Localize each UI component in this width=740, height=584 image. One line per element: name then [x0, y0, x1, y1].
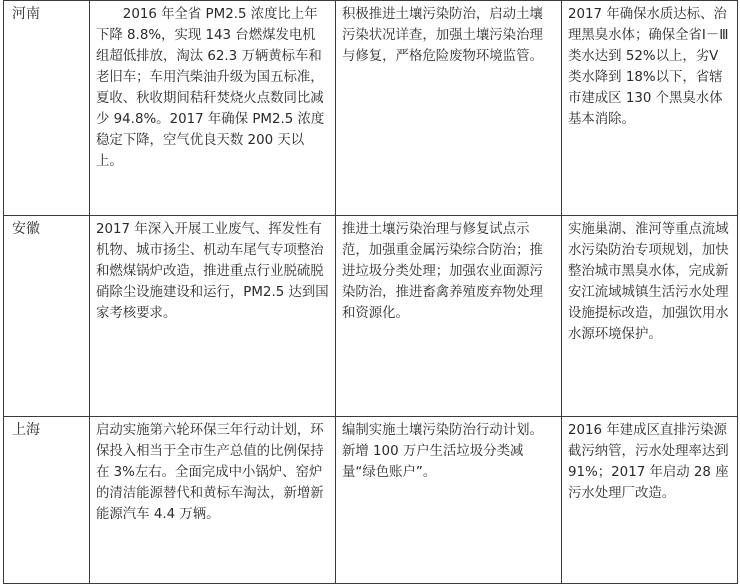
environment-policy-table: [3, 0, 738, 584]
table-row: [4, 417, 738, 584]
air-measures-cell: [90, 417, 336, 584]
table-row: [4, 1, 738, 216]
soil-measures-text: 编制实施土壤污染防治行动计划。新增 100 万户生活垃圾分类减量“绿色账户”。: [342, 423, 543, 480]
air-measures-text: 2016 年全省 PM2.5 浓度比上年下降 8.8%，实现 143 台燃煤发电机组超低排放，淘汰 62.3 万辆黄标车和老旧车；车用汽柴油升级为国五标准，夏收、秋收期间秸秆焚烧火点数同比减少 94.8%。2017 年确保 PM2.5 浓度稳定下降，空气优良天数 200 天以上。: [96, 7, 325, 169]
soil-measures-text: 积极推进土壤污染防治，启动土壤污染状况详查，加强土壤污染治理与修复，严格危险废物环境监管。: [342, 7, 543, 64]
region-cell: 安徽: [4, 216, 90, 417]
soil-measures-cell: [336, 417, 562, 584]
soil-measures-cell: [336, 216, 562, 417]
water-measures-cell: [562, 417, 738, 584]
air-measures-text: 启动实施第六轮环保三年行动计划，环保投入相当于全市生产总值的比例保持在 3%左右。全面完成中小锅炉、窑炉的清洁能源替代和黄标车淘汰，新增新能源汽车 4.4 万辆。: [96, 423, 324, 522]
region-cell: 上海: [4, 417, 90, 584]
water-measures-text: 2017 年确保水质达标、治理黑臭水体；确保全省Ⅰ－Ⅲ类水达到 52%以上，劣Ⅴ类水降到 18%以下，省辖市建成区 130 个黑臭水体基本消除。: [568, 7, 729, 127]
air-measures-text: 2017 年深入开展工业废气、挥发性有机物、城市扬尘、机动车尾气专项整治和燃煤锅炉改造，推进重点行业脱硫脱硝除尘设施建设和运行，PM2.5 达到国家考核要求。: [96, 222, 329, 321]
soil-measures-cell: [336, 1, 562, 216]
region-cell: 河南: [4, 1, 90, 216]
water-measures-text: 2016 年建成区直排污染源截污纳管，污水处理率达到 91%；2017 年启动 28 座污水处理厂改造。: [568, 423, 729, 501]
water-measures-cell: [562, 216, 738, 417]
water-measures-text: 实施巢湖、淮河等重点流域水污染防治专项规划，加快整治城市黑臭水体，完成新安江流域城镇生活污水处理设施提标改造，加强饮用水水源环境保护。: [568, 222, 729, 342]
air-measures-cell: [90, 1, 336, 216]
air-measures-cell: [90, 216, 336, 417]
table-row: [4, 216, 738, 417]
water-measures-cell: [562, 1, 738, 216]
soil-measures-text: 推进土壤污染治理与修复试点示范，加强重金属污染综合防治；推进垃圾分类处理；加强农业面源污染防治，推进畜禽养殖废弃物处理和资源化。: [342, 222, 543, 321]
